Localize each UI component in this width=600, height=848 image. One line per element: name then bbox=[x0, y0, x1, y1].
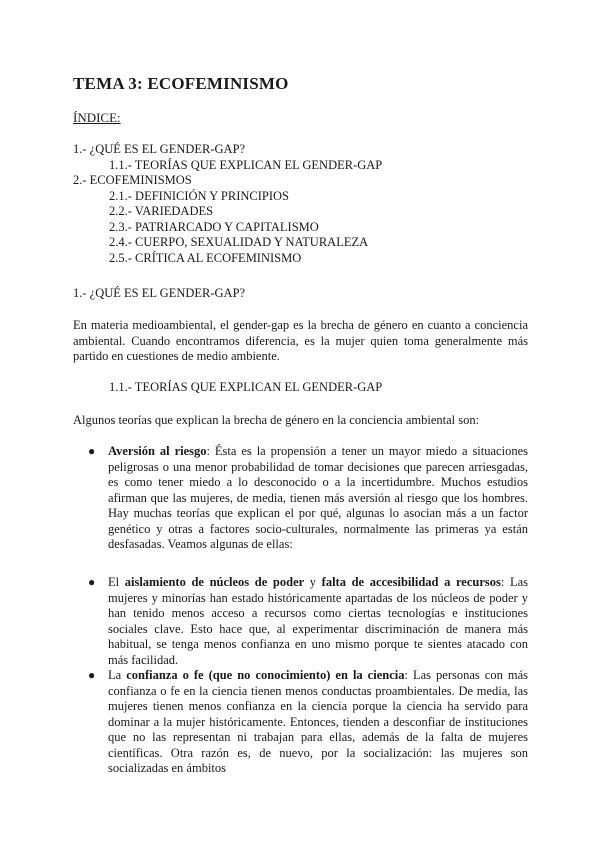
document-title: TEMA 3: ECOFEMINISMO bbox=[73, 74, 289, 93]
list-item-text: : Las mujeres y minorías han estado históricamente apartadas de los núcleos de poder y han tenido menos acceso a recursos como ciertas tecnologías e instituciones sociales clave. Esto hace que, al experimentar discriminación de manera más habitual, se tenga menos confianza en uno mismo porque te sientes atacado con más facilidad. bbox=[108, 575, 529, 667]
toc-item: 2.2.- VARIEDADES bbox=[109, 204, 214, 218]
section-heading: 1.- ¿QUÉ ES EL GENDER-GAP? bbox=[73, 286, 246, 300]
section-paragraph: En materia medioambiental, el gender-gap es la brecha de género en cuanto a conciencia ambiental. Cuando encontramos diferencia, es la mujer quien toma generalmente más partido en cuestiones de medio ambiente. bbox=[73, 318, 528, 363]
bold-term: aislamiento de núcleos de poder bbox=[124, 575, 305, 589]
bold-term: Aversión al riesgo bbox=[108, 444, 207, 458]
toc-item: 2.5.- CRÍTICA AL ECOFEMINISMO bbox=[109, 250, 302, 265]
bullet-icon: ● bbox=[88, 668, 96, 682]
subsection-heading: 1.1.- TEORÍAS QUE EXPLICAN EL GENDER-GAP bbox=[109, 380, 383, 394]
list-item-text: : Las personas con más confianza o fe en la ciencia tienen menos conductas proambientales. De media, las mujeres tienen menos confianza en la ciencia porque la ciencia ha servido para dominar a la mujer históricamente. Entonces, tienden a desconfiar de instituciones que no las representan ni trabajan para ellas, además de la falta de mujeres científicas. Otra razón es, de nuevo, por la socialización: las mujeres son socializadas en ámbitos bbox=[108, 668, 528, 775]
intro-paragraph: Algunos teorías que explican la brecha de género en la conciencia ambiental son: bbox=[73, 413, 480, 427]
toc-item: 2.3.- PATRIARCADO Y CAPITALISMO bbox=[109, 219, 319, 234]
toc-item: 1.- ¿QUÉ ES EL GENDER-GAP? bbox=[73, 142, 246, 156]
list-item bbox=[88, 444, 528, 553]
toc-item: 2.4.- CUERPO, SEXUALIDAD Y NATURALEZA bbox=[109, 235, 369, 249]
bold-term: confianza o fe (que no conocimiento) en la ciencia bbox=[126, 668, 405, 682]
table-of-contents bbox=[73, 142, 382, 266]
index-label: ÍNDICE: bbox=[73, 110, 121, 125]
toc-item: 2.1.- DEFINICIÓN Y PRINCIPIOS bbox=[109, 188, 289, 203]
bullet-icon: ● bbox=[88, 444, 96, 458]
list-item: ● El aislamiento de núcleos de poder y falta de accesibilidad a recursos: Las mujeres y minorías han estado históricamente apartadas de los núcleos de poder y han tenido menos acceso a recursos como ciertas tecnologías e instituciones sociales clave. Esto hace que, al experimentar discriminación de manera más habitual, se tenga menos confianza en uno mismo porque te sientes atacado con más facilidad. bbox=[88, 575, 529, 667]
toc-item: 1.1.- TEORÍAS QUE EXPLICAN EL GENDER-GAP bbox=[109, 157, 383, 172]
bullet-icon: ● bbox=[88, 575, 96, 589]
list-item: ● La confianza o fe (que no conocimiento) en la ciencia: Las personas con más confianza o fe en la ciencia tienen menos conductas proambientales. De media, las mujeres tienen menos confianza en la ciencia porque la ciencia ha servido para dominar a la mujer históricamente. Entonces, tienden a desconfiar de instituciones que no las representan ni trabajan para ellas, además de la falta de mujeres científicas. Otra razón es, de nuevo, por la socialización: las mujeres son socializadas en ámbitos bbox=[88, 668, 528, 775]
bold-term: falta de accesibilidad a recursos bbox=[321, 575, 501, 589]
list-item-text: : Ésta es la propensión a tener un mayor miedo a situaciones peligrosas o una menor probabilidad de tomar decisiones que parecen arriesgadas, es como tener miedo a lo desconocido o a la incertidumbre. Muchos estudios afirman que las mujeres, de media, tienen más aversión al riesgo que los hombres. Hay muchas teorías que explican el por qué, algunas lo asocian más a un factor genético y otras a factores socio-culturales, normalmente las primeras ya están desfasadas. Veamos algunas de ellas: bbox=[108, 444, 528, 551]
toc-item: 2.- ECOFEMINISMOS bbox=[73, 173, 192, 187]
